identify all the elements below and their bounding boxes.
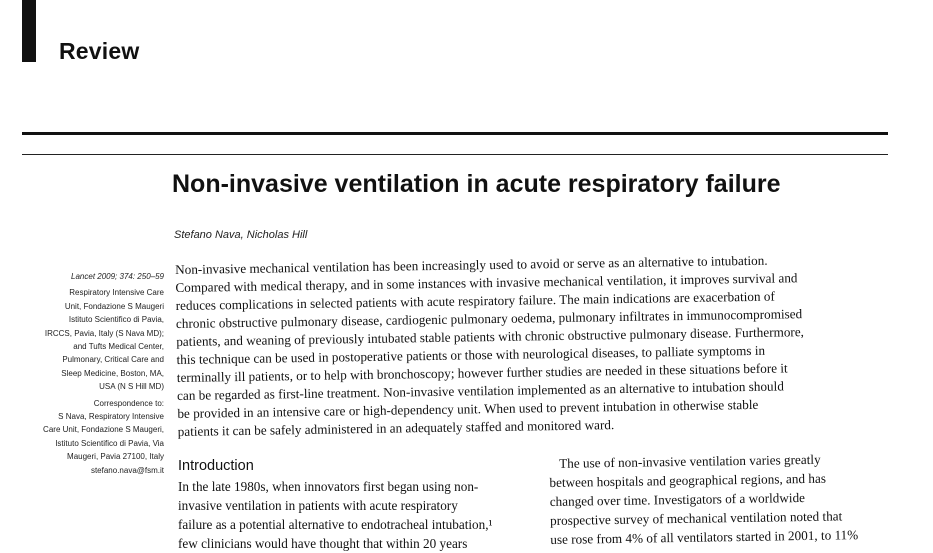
body-line: prospective survey of mechanical ventilation noted that bbox=[549, 508, 843, 528]
affiliation-line: and Tufts Medical Center, bbox=[73, 342, 164, 352]
abstract-line: Non-invasive mechanical ventilation has been increasingly used to avoid or serve as an alternative to intubation. bbox=[175, 252, 768, 277]
abstract bbox=[175, 250, 898, 441]
abstract-line: can be regarded as first-line treatment. Non-invasive ventilation implemented as an alternative to intubation should bbox=[176, 378, 784, 403]
affiliation-line: Sleep Medicine, Boston, MA, bbox=[61, 368, 164, 378]
affiliation-line: USA (N S Hill MD) bbox=[99, 382, 164, 392]
body-line: invasive ventilation in patients with acute respiratory bbox=[178, 498, 458, 513]
article-authors: Stefano Nava, Nicholas Hill bbox=[174, 229, 308, 241]
correspondence-label: Correspondence to: bbox=[93, 398, 164, 408]
correspondence-line: S Nava, Respiratory Intensive bbox=[58, 412, 164, 422]
citation: Lancet 2009; 374: 250–59 bbox=[71, 272, 164, 281]
body-line: few clinicians would have thought that within 20 years bbox=[178, 536, 468, 551]
correspondence-email[interactable]: stefano.nava@fsm.it bbox=[90, 465, 164, 475]
body-line: failure as a potential alternative to endotracheal intubation,¹ bbox=[178, 517, 493, 532]
section-marker-bar bbox=[22, 0, 36, 62]
body-line: changed over time. Investigators of a worldwide bbox=[549, 489, 806, 509]
affiliation-line: Respiratory Intensive Care bbox=[69, 288, 164, 298]
abstract-line: Compared with medical therapy, and in some instances with invasive mechanical ventilation, it improves survival and bbox=[175, 270, 798, 295]
body-line: use rose from 4% of all ventilators started in 2001, to 11% bbox=[550, 527, 859, 547]
section-label: Review bbox=[59, 38, 140, 64]
correspondence-line: Care Unit, Fondazione S Maugeri, bbox=[43, 425, 164, 435]
article-title: Non-invasive ventilation in acute respiratory failure bbox=[172, 170, 781, 198]
sidebar-notes bbox=[22, 270, 164, 477]
body-line: In the late 1980s, when innovators first began using non- bbox=[178, 479, 479, 494]
abstract-line: chronic obstructive pulmonary disease, cardiogenic pulmonary oedema, pulmonary infiltrates in immunocompromised bbox=[175, 306, 803, 331]
body-column-right bbox=[549, 449, 898, 549]
body-line: between hospitals and geographical regions, and has bbox=[549, 470, 827, 490]
title-rule bbox=[22, 154, 888, 155]
correspondence-line: Maugeri, Pavia 27100, Italy bbox=[67, 452, 164, 462]
affiliation-line: Istituto Scientifico di Pavia, bbox=[68, 315, 164, 325]
abstract-line: patients, and weaning of previously intubated stable patients with chronic obstructive pulmonary disease. Furthermore, bbox=[176, 324, 805, 349]
abstract-line: this technique can be used in postoperative patients or those with neurological diseases, to palliate symptoms in bbox=[176, 342, 766, 367]
abstract-line: be provided in an intensive care or high-dependency unit. When used to prevent intubation in otherwise stable bbox=[177, 396, 759, 421]
header-rule bbox=[22, 132, 888, 135]
affiliation-line: IRCCS, Pavia, Italy (S Nava MD); bbox=[44, 328, 164, 338]
abstract-line: reduces complications in selected patients with acute respiratory failure. The main indications are exacerbation of bbox=[175, 288, 775, 313]
body-line: The use of non-invasive ventilation varies greatly bbox=[559, 451, 821, 471]
correspondence-line: Istituto Scientifico di Pavia, Via bbox=[55, 438, 164, 448]
affiliation-line: Pulmonary, Critical Care and bbox=[62, 355, 164, 365]
body-column-left bbox=[178, 477, 530, 553]
introduction-heading: Introduction bbox=[178, 458, 254, 474]
affiliation-line: Unit, Fondazione S Maugeri bbox=[64, 301, 164, 311]
abstract-line: patients it can be safely administered in an adequately staffed and monitored ward. bbox=[177, 417, 615, 439]
abstract-line: terminally ill patients, or to help with bronchoscopy; however further studies are needed in these situations before it bbox=[176, 360, 788, 385]
